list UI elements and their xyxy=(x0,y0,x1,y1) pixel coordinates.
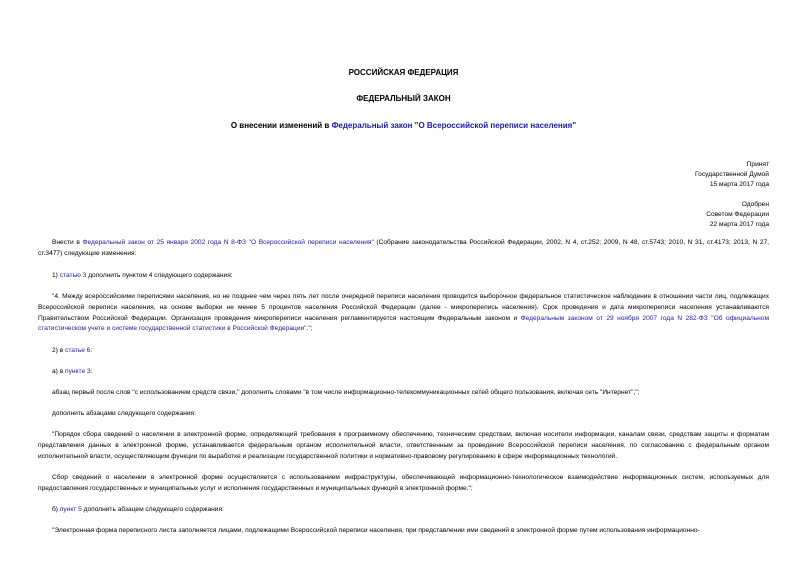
item2a-colon: : xyxy=(90,368,93,375)
item2b-letter: б) xyxy=(52,506,60,513)
adopted-line1: Принят xyxy=(746,161,769,168)
item2a-paragraph1: абзац первый после слов "с использованием средств связи," дополнить словами "в том числе информационно-телекоммуникационных сетей общего пользования, включая сеть "Интернет","; xyxy=(52,389,640,396)
country-heading: РОССИЙСКАЯ ФЕДЕРАЦИЯ xyxy=(348,68,459,77)
item2a-letter: а) в xyxy=(52,368,66,375)
item1-paragraph xyxy=(38,271,769,282)
item1-text: дополнить пунктом 4 следующего содержания: xyxy=(86,272,233,279)
approved-line3: 22 марта 2017 года xyxy=(709,221,769,228)
item1-quote-end: ."; xyxy=(306,325,313,333)
item2b-paragraph xyxy=(38,505,769,516)
item1-quote-text: "4. Между всероссийскими переписями населения, но не позднее чем через пять лет после очередной переписи населения проводится выборочное федеральное статистическое наблюдение в отношении части лиц, подлежащих Всероссийской переписи населения, на основе выборки не менее 5 процентов населения Российской Федерации (далее - микроперепись населения). Срок проведения и дата микропереписи населения устанавливаются Правительством Российской Федерации. Организация проведения микропереписи населения регламентируется настоящим Федеральным законом и xyxy=(38,293,769,322)
approved-line1: Одобрен xyxy=(741,201,769,208)
item2b-text: дополнить абзацем следующего содержания: xyxy=(81,506,224,513)
item2-paragraph xyxy=(38,346,769,357)
law-title-prefix: О внесении изменений в xyxy=(230,121,332,130)
item2b-quote: "Электронная форма переписного листа заполняется лицами, подлежащими Всероссийской переписи населения, при представлении ими сведений в электронной форме путем использования информационно- xyxy=(52,527,700,534)
item2a-quote1: "Порядок сбора сведений о населении в электронной форме, определяющий требования к программному обеспечению, техническим средствам, включая носители информации, каналам связи, средствам защиты и форматам представления данных в электронной форме, устанавливается федеральным органом исполнительной власти, ответственным за проведение Всероссийской переписи населения, по согласованию с федеральным органом исполнительной власти, осуществляющим функции по выработке и реализации государственной политики и нормативно-правовому регулированию в сфере информационных технологий. xyxy=(38,431,769,460)
intro-paragraph xyxy=(38,238,769,260)
item2-number: 2) в xyxy=(52,347,66,354)
approved-block xyxy=(706,200,769,230)
article6-link[interactable]: статье 6 xyxy=(65,347,91,354)
adopted-line3: 15 марта 2017 года xyxy=(709,181,769,188)
point3-link[interactable]: пункте 3 xyxy=(65,368,91,375)
item1-quote-paragraph xyxy=(38,292,769,335)
law-title xyxy=(38,121,769,131)
law-2007-link[interactable]: Федеральным законом от 29 ноября 2007 года N 282-ФЗ "Об официальном статистическом учете и системе государственной статистики в Российской Федерации" xyxy=(38,314,769,333)
item2a-paragraph2: дополнить абзацами следующего содержания: xyxy=(52,410,196,417)
intro-text-start: Внести в xyxy=(52,239,83,246)
adopted-block xyxy=(695,160,769,190)
law-title-link[interactable]: Федеральный закон "О Всероссийской переписи населения" xyxy=(331,121,577,130)
point5-link[interactable]: пункт 5 xyxy=(59,506,82,513)
item2a-paragraph xyxy=(38,367,769,378)
law-type-heading: ФЕДЕРАЛЬНЫЙ ЗАКОН xyxy=(356,94,451,103)
item2a-quote2: Сбор сведений о населении в электронной форме осуществляется с использованием инфраструктуры, обеспечивающей информационно-технологическое взаимодействие информационных систем, используемых для предоставления государственных и муниципальных услуг и исполнения государственных и муниципальных функций в электронной форме."; xyxy=(38,474,769,492)
approved-line2: Советом Федерации xyxy=(706,211,769,218)
item1-number: 1) xyxy=(52,272,60,279)
adopted-line2: Государственной Думой xyxy=(695,171,769,178)
item2-colon: : xyxy=(90,347,93,354)
law-2002-link[interactable]: Федеральный закон от 25 января 2002 года N 8-ФЗ "О Всероссийской переписи населения" xyxy=(82,239,374,246)
intro-text-end: (Собрание законодательства Российской Федерации, 2002, N 4, ст.252; 2009, N 48, ст.5743; 2010, N 31, ст.4173; 2013, N 27, ст.3477) следующие изменения: xyxy=(38,239,770,257)
article3-link[interactable]: статью 3 xyxy=(59,272,87,279)
